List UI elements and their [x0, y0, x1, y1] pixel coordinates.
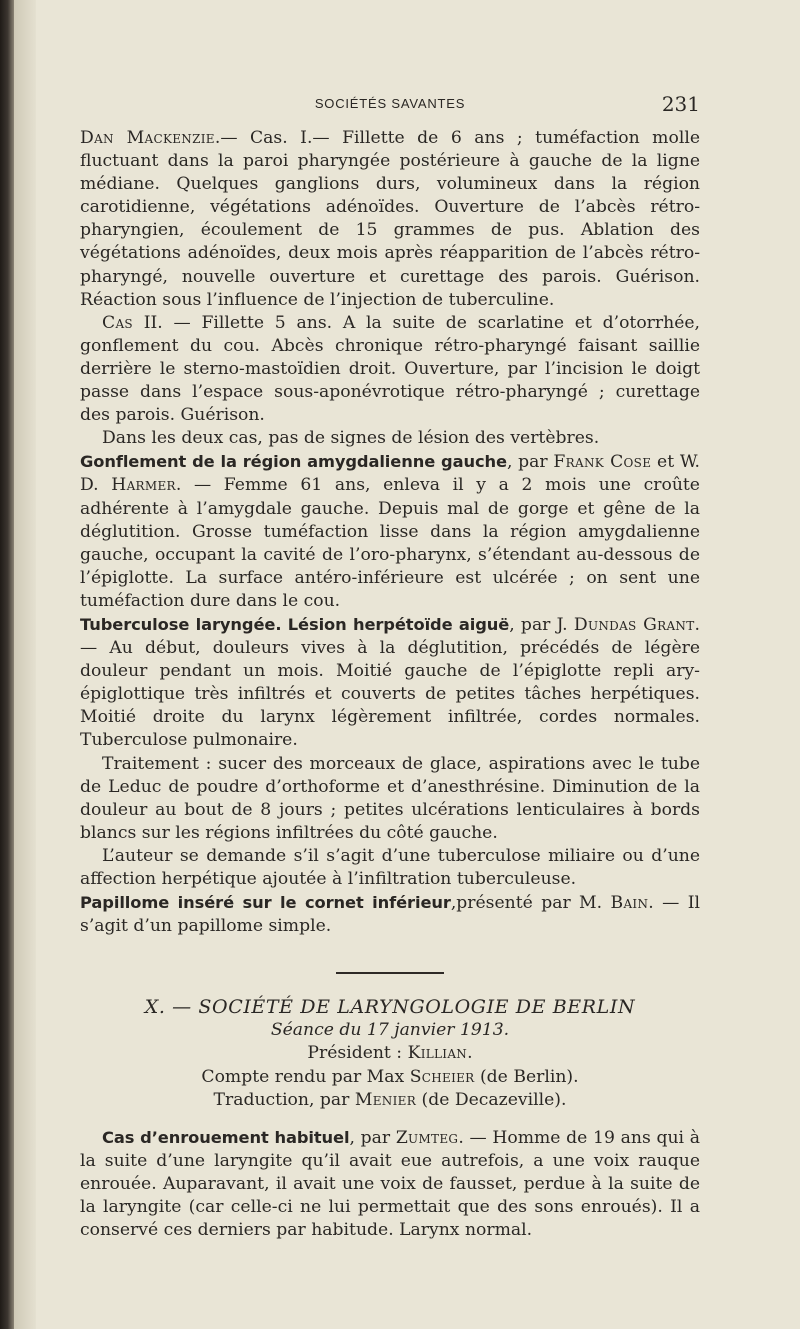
article-heading: Gonflement de la région amygdalienne gauche	[80, 452, 507, 472]
section-title: X. — SOCIÉTÉ DE LARYNGOLOGIE DE BERLIN	[144, 996, 636, 1019]
page-number: 231	[661, 92, 700, 116]
paragraph-cas2	[80, 312, 700, 427]
connector-text: (de Decazeville).	[416, 1089, 567, 1110]
page-body	[80, 127, 700, 1242]
running-title: SOCIÉTÉS SAVANTES	[314, 96, 466, 111]
running-head	[80, 92, 700, 122]
traduction-label: Traduction, par	[213, 1089, 355, 1110]
case-label: Cas	[102, 312, 133, 333]
author-name: Bain	[610, 893, 649, 914]
paragraph-auteur	[80, 845, 700, 891]
paragraph-text: .— Cas. I.— Fillette de 6 ans ; tuméfaction molle fluctuant dans la paroi pharyngée postérieure à gauche de la ligne médiane. Quelques ganglions durs, volumineux dans la région carotidienne, végétations adénoïdes. Ouverture de l’abcès rétro-pharyngien, écoulement de 15 grammes de pus. Ablation des végétations adénoïdes, deux mois après réapparition de l’abcès rétro-pharyngé, nouvelle ouverture et curettage des parois. Guérison. Réaction sous l’influence de l’injection de tuberculine.	[80, 128, 700, 310]
connector-text: .	[467, 1043, 473, 1064]
paragraph-text: . — Femme 61 ans, enleva il y a 2 mois une croûte adhérente à l’amygdale gauche. Depuis mal de gorge et gêne de la déglutition. Grosse tuméfaction lisse dans la région amygdalienne gauche, occupant la cavité de l’oro-pharynx, s’étendant au-dessous de l’épiglotte. La surface antéro-inférieure est ulcérée ; on sent une tuméfaction dure dans le cou.	[80, 475, 700, 611]
author-name: Zumteg	[395, 1127, 459, 1148]
spacer	[80, 1112, 700, 1126]
page-gutter-shadow	[14, 0, 36, 1329]
author-name: Dan Mackenzie	[80, 128, 215, 148]
president-name: Killian	[407, 1043, 468, 1064]
author-name: Frank Cose	[553, 452, 652, 473]
paragraph-mackenzie-cas1	[80, 127, 700, 312]
connector-text: , par	[506, 452, 554, 473]
article-heading: Papillome inséré sur le cornet inférieur	[80, 893, 451, 913]
author-name: Dundas Grant	[573, 614, 695, 635]
paragraph-text: . — Il s’agit d’un papillome simple.	[80, 893, 700, 937]
author-name: Harmer	[111, 475, 176, 496]
paragraph-text: II. — Fillette 5 ans. A la suite de scarlatine et d’otorrhée, gonflement du cou. Abcès chronique rétro-pharyngé faisant saillie derrière le sterno-mastoïdien droit. Ouverture, par l’incision le doigt passe dans l’espace sous-aponévrotique rétro-pharyngé ; curettage des parois. Guérison.	[80, 312, 700, 426]
paragraph-text: Dans les deux cas, pas de signes de lésion des vertèbres.	[102, 428, 600, 449]
connector-text: (de Berlin).	[474, 1066, 579, 1087]
traduction-author: Menier	[354, 1089, 417, 1110]
paragraph-text: . — Au début, douleurs vives à la déglutition, précédés de légère douleur pendant un mois. Moitié gauche de l’épiglotte repli ary-épiglottique très infiltrés et couverts de petites tâches herpétiques. Moitié droite du larynx légèrement infiltrée, cordes normales. Tuberculose pulmonaire.	[80, 614, 701, 751]
connector-text: , par	[349, 1127, 396, 1148]
paragraph-enrouement	[80, 1126, 700, 1242]
paragraph-text: Traitement : sucer des morceaux de glace, aspirations avec le tube de Leduc de poudre d’orthoforme et d’anesthrésine. Diminution de la douleur au bout de 8 jours ; petites ulcérations lenticulaires à bords blancs sur les régions infiltrées du côté gauche.	[80, 753, 700, 843]
compte-author: Scheier	[409, 1066, 475, 1087]
paragraph-traitement	[80, 753, 700, 845]
connector-text: et W. D.	[80, 452, 701, 496]
article-heading: Cas d’enrouement habituel	[102, 1127, 350, 1147]
section-divider	[336, 972, 444, 974]
connector-text: , par J.	[509, 614, 574, 635]
traduction-line	[80, 1089, 700, 1112]
president-line	[80, 1042, 700, 1065]
paragraph-text: . — Homme de 19 ans qui à la suite d’une laryngite qu’il avait eue autrefois, a une voix rauque enrouée. Auparavant, il avait une voix de fausset, perdue à la suite de la laryngite (car celle-ci ne lui permettait que des sons enroués). Il a conservé ces derniers par habitude. Larynx normal.	[80, 1127, 700, 1241]
article-heading: Tuberculose laryngée. Lésion herpétoïde aiguë	[80, 614, 510, 634]
paragraph-tuberculose	[80, 613, 700, 753]
paragraph-text: L’auteur se demande s’il s’agit d’une tuberculose miliaire ou d’une affection herpétique ajoutée à l’infiltration tuberculeuse.	[80, 845, 700, 889]
compte-label: Compte rendu par Max	[201, 1066, 410, 1087]
paragraph-papillome	[80, 891, 700, 938]
president-label: Président :	[307, 1043, 408, 1064]
paragraph-vertebres	[80, 427, 700, 450]
book-binding-edge	[0, 0, 14, 1329]
compte-rendu-line	[80, 1066, 700, 1089]
connector-text: ,présenté par M.	[450, 893, 611, 914]
seance-date: Séance du 17 janvier 1913.	[270, 1020, 510, 1041]
paragraph-amygdalienne	[80, 450, 700, 613]
